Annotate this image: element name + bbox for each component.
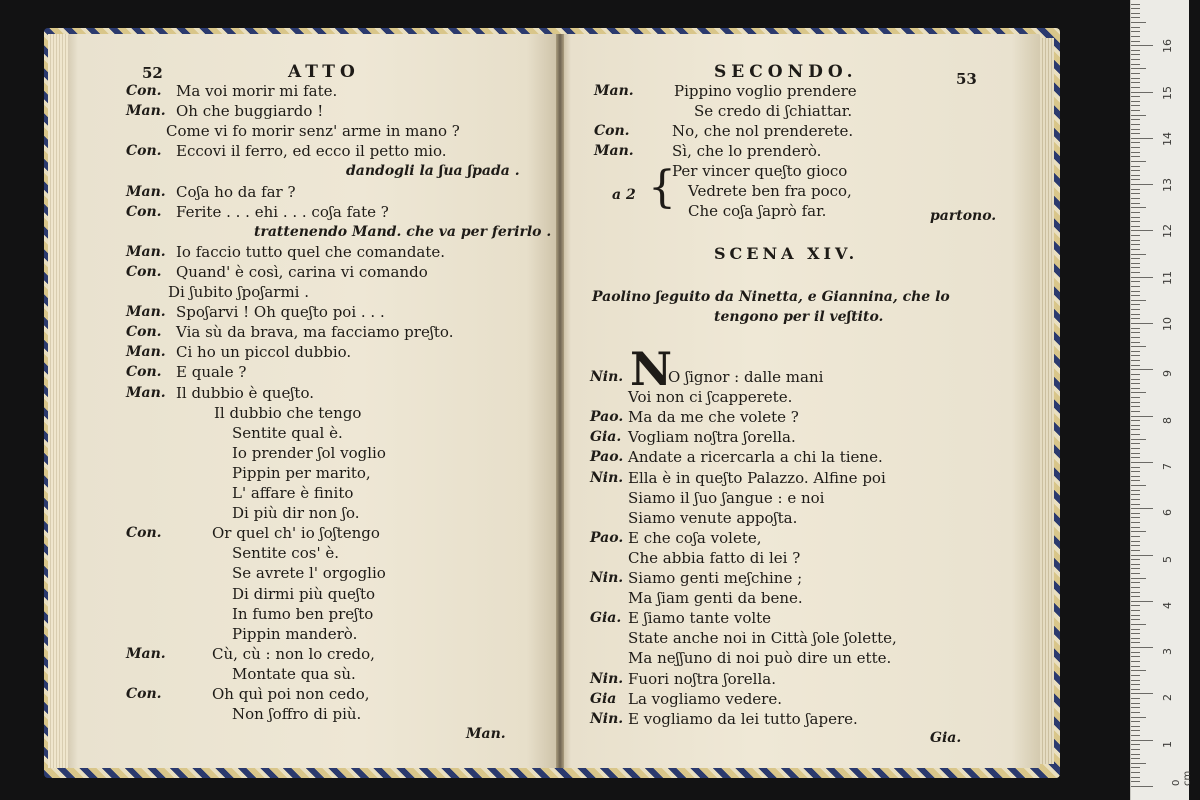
speaker-label: Nin. — [590, 570, 624, 586]
ruler-tick — [1131, 59, 1140, 60]
ruler-tick — [1131, 434, 1140, 435]
ruler-tick — [1131, 429, 1140, 430]
ruler-tick — [1131, 467, 1140, 468]
speaker-label: Gia — [590, 690, 617, 707]
ruler-unit-label: 0 cm — [1171, 770, 1193, 786]
speaker-label: Con. — [126, 263, 162, 280]
ruler-tick — [1131, 471, 1140, 472]
ruler-tick — [1131, 295, 1140, 296]
verse-line: Oh quì poi non cedo, — [212, 685, 370, 703]
ruler-tick — [1131, 721, 1140, 722]
ruler-tick — [1131, 633, 1140, 634]
ruler-tick — [1131, 587, 1140, 588]
ruler-tick — [1131, 610, 1140, 611]
ruler-tick — [1131, 281, 1140, 282]
scene-description-line-1: Paolino ʃeguito da Ninetta, e Giannina, che lo — [592, 289, 950, 305]
ruler-tick — [1131, 425, 1140, 426]
ruler-tick — [1131, 328, 1140, 329]
ruler-number: 10 — [1161, 317, 1174, 331]
ruler-tick — [1131, 522, 1140, 523]
ruler-tick — [1131, 82, 1140, 83]
ruler-tick — [1131, 101, 1140, 102]
ruler-tick — [1131, 184, 1153, 185]
ruler-tick — [1131, 175, 1140, 176]
speaker-label: Man. — [126, 183, 166, 200]
ruler-tick — [1131, 629, 1140, 630]
speaker-label: Nin. — [590, 710, 624, 727]
ruler-tick — [1131, 698, 1140, 699]
ruler-tick — [1131, 203, 1140, 204]
ruler-tick — [1131, 304, 1140, 305]
verse-line: Ma da me che volete ? — [628, 408, 799, 427]
ruler-tick — [1131, 740, 1153, 741]
ruler-tick — [1131, 133, 1140, 134]
ruler-tick — [1131, 763, 1146, 764]
verse-line: Or quel ch' io ʃoʃtengo — [212, 524, 380, 543]
ruler-tick — [1131, 680, 1140, 681]
ruler-tick — [1131, 166, 1140, 167]
ruler-tick — [1131, 226, 1140, 227]
ruler-tick — [1131, 179, 1140, 180]
ruler-tick — [1131, 4, 1140, 5]
ruler-tick — [1131, 365, 1140, 366]
ruler-tick — [1131, 638, 1140, 639]
ruler-tick — [1131, 332, 1140, 333]
ruler-tick — [1131, 712, 1140, 713]
speaker-label: Man. — [126, 103, 166, 120]
speaker-label: Nin. — [590, 469, 624, 486]
ruler-tick — [1131, 152, 1140, 153]
ruler-tick — [1131, 559, 1140, 560]
ruler-number: 12 — [1161, 224, 1174, 239]
ruler-tick — [1131, 147, 1140, 148]
speaker-label: Con. — [126, 324, 162, 341]
ruler-tick — [1131, 17, 1140, 18]
ruler-tick — [1131, 555, 1153, 556]
ruler-tick — [1131, 170, 1140, 171]
verse-line: Per vincer queʃto gioco — [672, 162, 848, 180]
ruler-tick — [1131, 772, 1140, 773]
verse-line: Ella è in queʃto Palazzo. Alfine poi — [628, 468, 886, 487]
speaker-label: Man. — [594, 143, 634, 159]
left-page-number: 52 — [142, 64, 163, 82]
ruler-tick — [1131, 263, 1140, 264]
ruler-tick — [1131, 110, 1140, 111]
ruler-tick — [1131, 624, 1146, 625]
verse-line: Di dirmi più queʃto — [232, 584, 376, 603]
verse-line: E ʃiamo tante volte — [628, 609, 772, 628]
partono-stage-direction: partono. — [930, 208, 997, 224]
verse-line: Siamo genti meʃchine ; — [628, 569, 803, 587]
speaker-label: Nin. — [590, 670, 624, 687]
verse-line: Come vi fo morir senz' arme in mano ? — [166, 122, 460, 141]
brace: { — [648, 162, 676, 213]
verse-line: Se credo di ʃchiattar. — [694, 102, 853, 120]
ruler-tick — [1131, 27, 1140, 28]
scene-title: SCENA XIV. — [714, 244, 859, 263]
ruler-tick — [1131, 50, 1140, 51]
ruler-tick — [1131, 221, 1140, 222]
ruler-tick — [1131, 96, 1140, 97]
ruler-tick — [1131, 351, 1140, 352]
ruler-tick — [1131, 642, 1140, 643]
ruler-tick — [1131, 54, 1140, 55]
ruler-tick — [1131, 508, 1153, 509]
speaker-label: Con. — [126, 143, 162, 160]
ruler-tick — [1131, 582, 1140, 583]
ruler-tick — [1131, 212, 1140, 213]
ruler-tick — [1131, 392, 1146, 393]
ruler-tick — [1131, 661, 1140, 662]
ruler-tick — [1131, 346, 1146, 347]
ruler-tick — [1131, 92, 1153, 93]
ruler-tick — [1131, 41, 1140, 42]
verse-line: Ma voi morir mi fate. — [176, 82, 338, 100]
ruler-tick — [1131, 744, 1140, 745]
ruler-tick — [1131, 735, 1140, 736]
ruler-number: 2 — [1161, 694, 1174, 702]
ruler-tick — [1131, 693, 1153, 694]
ruler-tick — [1131, 494, 1140, 495]
ruler-tick — [1131, 666, 1140, 667]
verse-line: Pippino voglio prendere — [674, 82, 857, 100]
ruler-tick — [1131, 189, 1140, 190]
book-gutter — [556, 34, 564, 768]
ruler-tick — [1131, 8, 1140, 9]
verse-line: No, che nol prenderete. — [672, 122, 854, 140]
ruler-tick — [1131, 531, 1146, 532]
verse-line: Montate qua sù. — [232, 664, 356, 683]
ruler-tick — [1131, 568, 1140, 569]
verse-line: Io prender ʃol voglio — [232, 443, 386, 462]
verse-line: Via sù da brava, ma facciamo preʃto. — [176, 323, 454, 342]
ruler-tick — [1131, 564, 1140, 565]
a2-label: a 2 — [612, 187, 636, 203]
ruler-tick — [1131, 156, 1140, 157]
ruler-tick — [1131, 383, 1140, 384]
verse-line: La vogliamo vedere. — [628, 689, 782, 708]
verse-line: Che coʃa ʃaprò far. — [688, 202, 827, 220]
speaker-label: Con. — [126, 203, 162, 220]
verse-line: In fumo ben preʃto — [232, 604, 374, 623]
ruler-tick — [1131, 342, 1140, 343]
speaker-label: Con. — [126, 364, 162, 381]
left-running-head: ATTO — [288, 62, 360, 82]
speaker-label: Con. — [126, 83, 162, 99]
ruler-tick — [1131, 439, 1146, 440]
ruler-number: 11 — [1161, 270, 1174, 285]
ruler-tick — [1131, 476, 1140, 477]
ruler-tick — [1131, 115, 1146, 116]
ruler-tick — [1131, 754, 1140, 755]
ruler-tick — [1131, 767, 1140, 768]
ruler-tick — [1131, 517, 1140, 518]
stage-direction: dandogli la ʃua ʃpada . — [346, 163, 520, 180]
ruler-tick — [1131, 105, 1140, 106]
ruler-number: 14 — [1161, 131, 1174, 146]
ruler-tick — [1131, 592, 1140, 593]
ruler-tick — [1131, 420, 1140, 421]
ruler-tick — [1131, 596, 1140, 597]
ruler-tick — [1131, 161, 1146, 162]
ruler-tick — [1131, 675, 1140, 676]
right-running-head: SECONDO. — [714, 62, 858, 82]
verse-line: Quand' è così, carina vi comando — [176, 262, 428, 281]
ruler-tick — [1131, 300, 1146, 301]
ruler-tick — [1131, 448, 1140, 449]
ruler-number: 6 — [1161, 509, 1174, 517]
ruler-tick — [1131, 462, 1153, 463]
ruler-tick — [1131, 337, 1140, 338]
ruler-tick — [1131, 323, 1153, 324]
speaker-label: Man. — [594, 83, 634, 99]
verse-line: Ma ʃiam genti da bene. — [628, 589, 803, 608]
ruler-tick — [1131, 73, 1140, 74]
ruler-tick — [1131, 193, 1140, 194]
ruler-tick — [1131, 235, 1140, 236]
measurement-ruler — [1130, 0, 1193, 800]
ruler-number: 16 — [1161, 39, 1174, 54]
ruler-tick — [1131, 388, 1140, 389]
speaker-label: Pao. — [590, 409, 624, 426]
verse-line: Cù, cù : non lo credo, — [212, 644, 375, 663]
ruler-tick — [1131, 786, 1153, 787]
ruler-tick — [1131, 318, 1140, 319]
ruler-tick — [1131, 781, 1140, 782]
ruler-tick — [1131, 244, 1140, 245]
verse-line: Se avrete l' orgoglio — [232, 564, 386, 583]
ruler-tick — [1131, 619, 1140, 620]
ruler-tick — [1131, 64, 1140, 65]
speaker-label: Pao. — [590, 449, 624, 466]
ruler-tick — [1131, 578, 1146, 579]
ruler-tick — [1131, 129, 1140, 130]
ruler-tick — [1131, 369, 1153, 370]
verse-line: Il dubbio è queʃto. — [176, 383, 314, 402]
ruler-tick — [1131, 684, 1140, 685]
verse-line: Che abbia fatto di lei ? — [628, 548, 801, 567]
ruler-tick — [1131, 277, 1153, 278]
ruler-number: 15 — [1161, 85, 1174, 100]
ruler-tick — [1131, 670, 1146, 671]
verse-line: Non ʃoffro di più. — [232, 705, 362, 724]
ruler-tick — [1131, 480, 1140, 481]
ruler-tick — [1131, 374, 1140, 375]
speaker-label: Man. — [126, 344, 166, 361]
verse-line: Di ʃubito ʃpoʃarmi . — [168, 283, 309, 301]
ruler-tick — [1131, 13, 1140, 14]
verse-line: Siamo il ʃuo ʃangue : e noi — [628, 488, 825, 507]
speaker-label: Con. — [594, 123, 630, 139]
ruler-tick — [1131, 416, 1153, 417]
verse-line: Siamo venute appoʃta. — [628, 508, 798, 527]
ruler-tick — [1131, 397, 1140, 398]
verse-line: Sentite cos' è. — [232, 544, 339, 563]
verse-line: Io faccio tutto quel che comandate. — [176, 242, 446, 261]
right-page-number: 53 — [956, 70, 977, 88]
speaker-label: Man. — [126, 384, 166, 401]
verse-line: Pippin manderò. — [232, 624, 358, 643]
speaker-label: Gia. — [590, 429, 622, 446]
ruler-number: 7 — [1161, 462, 1174, 470]
left-catchword: Man. — [466, 726, 506, 742]
ruler-tick — [1131, 360, 1140, 361]
verse-line: Vedrete ben fra poco, — [688, 182, 852, 200]
ruler-tick — [1131, 777, 1140, 778]
ruler-tick — [1131, 267, 1140, 268]
ruler-tick — [1131, 45, 1153, 46]
ruler-tick — [1131, 717, 1146, 718]
ruler-tick — [1131, 573, 1140, 574]
ruler-tick — [1131, 504, 1140, 505]
ruler-tick — [1131, 124, 1140, 125]
speaker-label: Gia. — [590, 610, 622, 627]
verse-line: E quale ? — [176, 363, 247, 382]
verse-line: Ma neʃʃuno di noi può dire un ette. — [628, 649, 892, 668]
verse-line: Sentite qual è. — [232, 423, 343, 442]
ruler-tick — [1131, 240, 1140, 241]
ruler-tick — [1131, 707, 1140, 708]
left-page — [68, 34, 556, 768]
ruler-tick — [1131, 615, 1140, 616]
ruler-tick — [1131, 309, 1140, 310]
verse-line: E vogliamo da lei tutto ʃapere. — [628, 709, 858, 728]
verse-line: Ci ho un piccol dubbio. — [176, 343, 352, 362]
stage-direction: trattenendo Mand. che va per ferirlo . — [254, 223, 552, 240]
verse-line: Pippin per marito, — [232, 463, 371, 482]
ruler-tick — [1131, 605, 1140, 606]
ruler-tick — [1131, 272, 1140, 273]
right-page-edges — [1040, 38, 1054, 764]
ruler-tick — [1131, 758, 1140, 759]
ruler-tick — [1131, 207, 1146, 208]
ruler-tick — [1131, 286, 1140, 287]
ruler-tick — [1131, 138, 1153, 139]
right-catchword: Gia. — [930, 730, 962, 746]
verse-line: Eccovi il ferro, ed ecco il petto mio. — [176, 142, 447, 161]
verse-line: Di più dir non ʃo. — [232, 504, 360, 523]
ruler-tick — [1131, 291, 1140, 292]
ruler-tick — [1131, 406, 1140, 407]
ruler-tick — [1131, 249, 1140, 250]
ruler-tick — [1131, 402, 1140, 403]
verse-line: Spoʃarvi ! Oh queʃto poi . . . — [176, 303, 385, 322]
ruler-tick — [1131, 730, 1140, 731]
ruler-tick — [1131, 31, 1140, 32]
ruler-tick — [1131, 541, 1140, 542]
verse-line: State anche noi in Città ʃole ʃolette, — [628, 629, 897, 648]
ruler-tick — [1131, 513, 1140, 514]
verse-line: Oh che buggiardo ! — [176, 102, 324, 121]
ruler-tick — [1131, 36, 1140, 37]
ruler-tick — [1131, 647, 1153, 648]
scene-description-line-2: tengono per il veʃtito. — [714, 309, 884, 325]
ruler-tick — [1131, 443, 1140, 444]
ruler-tick — [1131, 217, 1140, 218]
ruler-tick — [1131, 453, 1140, 454]
ruler-tick — [1131, 411, 1140, 412]
ruler-tick — [1131, 703, 1140, 704]
verse-line: Vogliam noʃtra ʃorella. — [628, 428, 796, 447]
ruler-tick — [1131, 485, 1146, 486]
right-page — [564, 34, 1040, 768]
ruler-tick — [1131, 490, 1140, 491]
ruler-tick — [1131, 119, 1140, 120]
speaker-label: Con. — [126, 525, 162, 542]
ruler-number: 8 — [1161, 416, 1174, 424]
ruler-tick — [1131, 314, 1140, 315]
ruler-tick — [1131, 230, 1153, 231]
left-page-edges — [48, 34, 68, 768]
ruler-tick — [1131, 601, 1153, 602]
ruler-number: 13 — [1161, 178, 1174, 193]
ruler-tick — [1131, 499, 1140, 500]
ruler-tick — [1131, 749, 1140, 750]
ruler-tick — [1131, 656, 1140, 657]
verse-line: Fuori noʃtra ʃorella. — [628, 669, 776, 688]
ruler-number: 3 — [1161, 648, 1174, 656]
ruler-tick — [1131, 78, 1140, 79]
verse-line: L' affare è finito — [232, 484, 354, 502]
ruler-tick — [1131, 527, 1140, 528]
ruler-tick — [1131, 545, 1140, 546]
ruler-tick — [1131, 142, 1140, 143]
speaker-label: Man. — [126, 243, 166, 260]
verse-line: O ʃignor : dalle mani — [668, 368, 824, 386]
speaker-label: Con. — [126, 686, 162, 702]
speaker-label: Man. — [126, 304, 166, 321]
ruler-tick — [1131, 536, 1140, 537]
ruler-tick — [1131, 726, 1140, 727]
speaker-label: Man. — [126, 645, 166, 662]
ruler-tick — [1131, 550, 1140, 551]
ruler-tick — [1131, 457, 1140, 458]
speaker-label: Nin. — [590, 369, 624, 385]
speaker-label: Pao. — [590, 529, 624, 546]
ruler-number: 1 — [1161, 740, 1174, 748]
ruler-tick — [1131, 198, 1140, 199]
ruler-number: 4 — [1161, 601, 1174, 609]
ruler-number: 5 — [1161, 555, 1174, 563]
verse-line: E che coʃa volete, — [628, 528, 762, 547]
ruler-tick — [1131, 22, 1146, 23]
verse-line: Andate a ricercarla a chi la tiene. — [628, 448, 883, 467]
ruler-tick — [1131, 87, 1140, 88]
ruler-tick — [1131, 379, 1140, 380]
ruler-tick — [1131, 68, 1146, 69]
ruler-number: 9 — [1161, 370, 1174, 378]
ruler-tick — [1131, 652, 1140, 653]
drop-cap: N — [630, 342, 673, 396]
ruler-tick — [1131, 254, 1146, 255]
verse-line: Il dubbio che tengo — [214, 403, 362, 422]
verse-line: Coʃa ho da far ? — [176, 182, 296, 201]
verse-line: Voi non ci ʃcapperete. — [628, 388, 793, 407]
ruler-tick — [1131, 355, 1140, 356]
ruler-tick — [1131, 258, 1140, 259]
verse-line: Ferite . . . ehi . . . coʃa fate ? — [176, 202, 389, 221]
verse-line: Sì, che lo prenderò. — [672, 142, 822, 160]
ruler-tick — [1131, 689, 1140, 690]
